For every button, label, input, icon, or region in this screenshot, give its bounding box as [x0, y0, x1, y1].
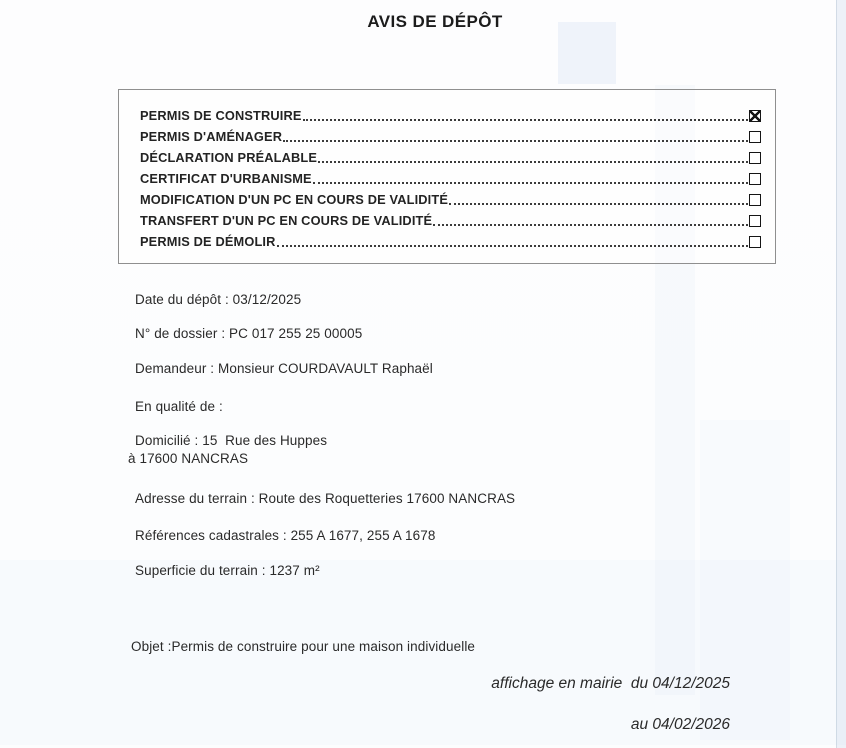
- dot-leader: [303, 119, 748, 121]
- permit-row-permis-de-demolir: [140, 231, 761, 252]
- field-domicilie-line1: Domicilié : 15 Rue des Huppes: [135, 433, 328, 448]
- dot-leader: [318, 161, 748, 163]
- field-objet: Objet :Permis de construire pour une maison individuelle: [131, 639, 476, 654]
- field-en-qualite-de: En qualité de :: [135, 399, 223, 414]
- field-numero-dossier: N° de dossier : PC 017 255 25 00005: [135, 326, 363, 341]
- permit-row-permis-d-amenager: [140, 126, 761, 147]
- permit-label: MODIFICATION D'UN PC EN COURS DE VALIDITÉ: [140, 192, 449, 207]
- permit-row-transfert-pc: [140, 210, 761, 231]
- permit-row-modification-pc: [140, 189, 761, 210]
- permit-label: DÉCLARATION PRÉALABLE: [140, 150, 318, 165]
- checkbox-icon: [749, 131, 761, 143]
- scan-edge-band: [836, 0, 846, 748]
- affichage-mairie-date-debut: affichage en mairie du 04/12/2025: [491, 675, 730, 692]
- checkbox-checked-icon: [749, 110, 761, 122]
- affichage-mairie-date-fin: au 04/02/2026: [630, 716, 730, 733]
- checkbox-icon: [749, 152, 761, 164]
- permit-row-declaration-prealable: [140, 147, 761, 168]
- permit-label: CERTIFICAT D'URBANISME: [140, 171, 312, 186]
- checkbox-icon: [749, 194, 761, 206]
- field-adresse-terrain: Adresse du terrain : Route des Roquetteries 17600 NANCRAS: [135, 491, 516, 506]
- dot-leader: [433, 224, 748, 226]
- field-domicilie-line2: à 17600 NANCRAS: [128, 451, 249, 466]
- permit-row-certificat-urbanisme: [140, 168, 761, 189]
- affichage-footer: [491, 674, 730, 734]
- dot-leader: [277, 245, 748, 247]
- permit-label: TRANSFERT D'UN PC EN COURS DE VALIDITÉ: [140, 213, 433, 228]
- dot-leader: [449, 203, 748, 205]
- permit-label: PERMIS DE CONSTRUIRE: [140, 108, 302, 123]
- permit-type-box: [118, 89, 776, 264]
- checkbox-icon: [749, 236, 761, 248]
- field-superficie-terrain: Superficie du terrain : 1237 m²: [135, 563, 320, 578]
- checkbox-icon: [749, 173, 761, 185]
- permit-row-permis-de-construire: [140, 105, 761, 126]
- document-fields: [128, 291, 516, 656]
- field-date-depot: Date du dépôt : 03/12/2025: [135, 292, 302, 307]
- dot-leader: [283, 140, 748, 142]
- checkbox-icon: [749, 215, 761, 227]
- permit-label: PERMIS DE DÉMOLIR: [140, 234, 276, 249]
- permit-label: PERMIS D'AMÉNAGER: [140, 129, 283, 144]
- field-references-cadastrales: Références cadastrales : 255 A 1677, 255 A 1678: [135, 528, 436, 543]
- document-title: AVIS DE DÉPÔT: [367, 12, 503, 31]
- field-demandeur: Demandeur : Monsieur COURDAVAULT Raphaël: [135, 361, 433, 376]
- dot-leader: [313, 182, 748, 184]
